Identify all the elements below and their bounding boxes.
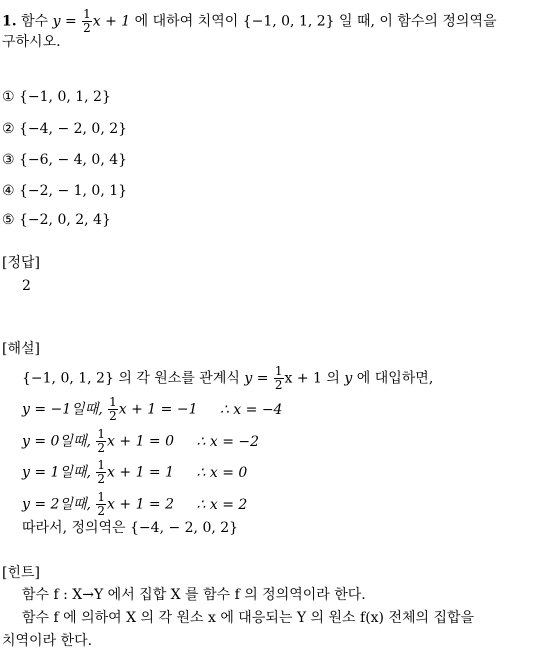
- question-fraction: [82, 8, 92, 35]
- fraction-denominator: 2: [97, 472, 106, 486]
- question-eq-lhs: y =: [52, 13, 77, 30]
- question-number: 1.: [2, 13, 17, 30]
- explanation-intro-a: {−1, 0, 1, 2} 의 각 원소를 관계식: [22, 370, 240, 387]
- row-fraction: [108, 396, 118, 423]
- explanation-row-2: [22, 428, 259, 455]
- hint-label: [힌트]: [2, 565, 40, 581]
- fraction-numerator: 1: [274, 364, 283, 378]
- row-lhs: y = 2일때,: [22, 496, 91, 513]
- choice-1[interactable]: ① {−1, 0, 1, 2}: [2, 89, 111, 105]
- row-conclusion: ∴ x = 0: [196, 464, 248, 481]
- question-line-1: [2, 8, 497, 35]
- fraction-numerator: 1: [97, 490, 106, 504]
- hint-line-2: 함수 f 에 의하여 X 의 각 원소 x 에 대응되는 Y 의 원소 f(x) 전체의 집합을: [22, 610, 475, 626]
- row-rhs: x + 1 = 2: [107, 496, 175, 513]
- fraction-numerator: 1: [97, 458, 106, 472]
- choice-5[interactable]: ⑤ {−2, 0, 2, 4}: [2, 212, 111, 228]
- explanation-label: [해설]: [2, 341, 40, 357]
- fraction-numerator: 1: [109, 395, 117, 409]
- explanation-intro-b: x + 1 의: [284, 370, 340, 387]
- row-conclusion: ∴ x = −4: [219, 401, 283, 418]
- explanation-intro-yvar: y: [344, 370, 353, 387]
- hint-line-3: 치역이라 한다.: [2, 633, 93, 649]
- explanation-row-3: [22, 459, 247, 486]
- fraction-denominator: 2: [109, 409, 117, 423]
- row-fraction: [96, 428, 106, 455]
- row-conclusion: ∴ x = 2: [196, 496, 248, 513]
- row-lhs: y = 0일때,: [22, 433, 91, 450]
- question-line1-rest: 에 대하여 치역이 {−1, 0, 1, 2} 일 때, 이 함수의 정의역을: [134, 13, 497, 30]
- row-rhs: x + 1 = −1: [118, 401, 198, 418]
- answer-label: [정답]: [2, 255, 40, 271]
- choice-2[interactable]: ② {−4, − 2, 0, 2}: [2, 121, 128, 137]
- fraction-denominator: 2: [97, 441, 106, 455]
- answer-value: 2: [22, 278, 31, 294]
- row-rhs: x + 1 = 1: [107, 464, 175, 481]
- choice-4[interactable]: ④ {−2, − 1, 0, 1}: [2, 183, 128, 199]
- question-eq-rhs: x + 1: [92, 13, 131, 30]
- row-conclusion: ∴ x = −2: [196, 433, 260, 450]
- fraction-denominator: 2: [97, 504, 106, 518]
- explanation-intro-c: 에 대입하면,: [356, 370, 434, 387]
- fraction-numerator: 1: [97, 427, 106, 441]
- row-lhs: y = −1일때,: [22, 401, 103, 418]
- explanation-intro: [22, 365, 433, 392]
- explanation-intro-fraction: [274, 365, 284, 392]
- explanation-intro-y: y =: [244, 370, 269, 387]
- question-line-2: 구하시오.: [2, 34, 61, 50]
- hint-line-1: 함수 f : X→Y 에서 집합 X 를 함수 f 의 정의역이라 한다.: [22, 587, 366, 603]
- explanation-row-4: [22, 491, 247, 518]
- fraction-denominator: 2: [83, 21, 91, 35]
- explanation-conclusion: 따라서, 정의역은 {−4, − 2, 0, 2}: [22, 520, 239, 536]
- row-lhs: y = 1일때,: [22, 464, 91, 481]
- row-rhs: x + 1 = 0: [107, 433, 175, 450]
- fraction-denominator: 2: [274, 378, 283, 392]
- row-fraction: [96, 459, 106, 486]
- row-fraction: [96, 491, 106, 518]
- fraction-numerator: 1: [83, 7, 91, 21]
- choice-3[interactable]: ③ {−6, − 4, 0, 4}: [2, 152, 128, 168]
- explanation-row-1: [22, 396, 282, 423]
- question-intro: 함수: [21, 13, 49, 30]
